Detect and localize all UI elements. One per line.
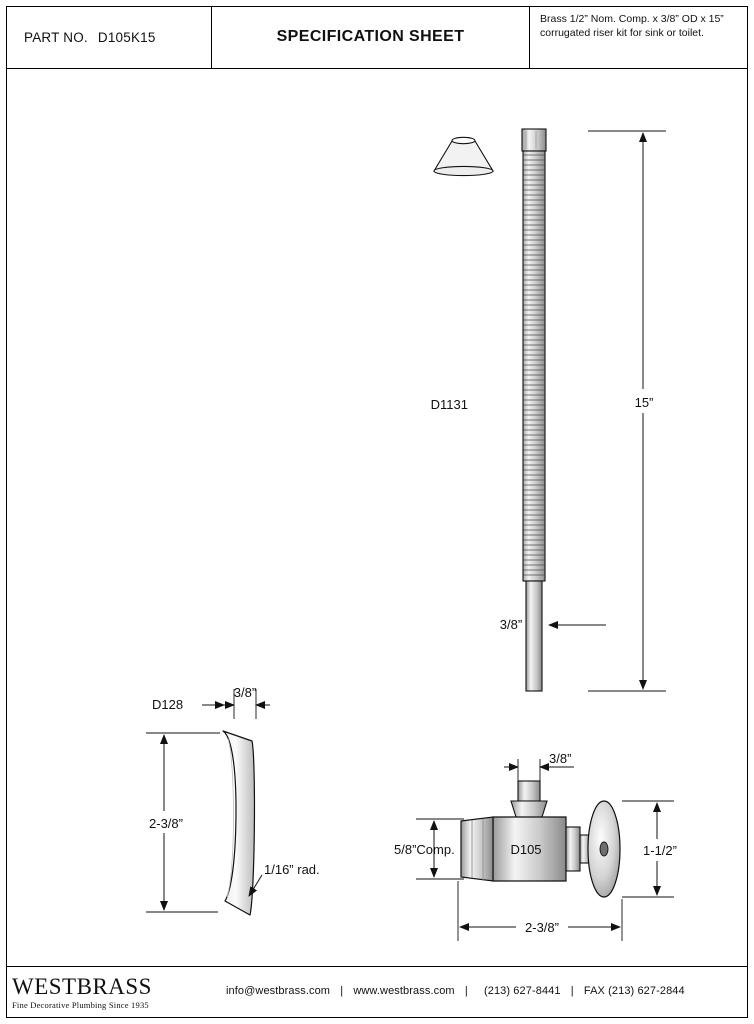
footer-contact bbox=[226, 985, 685, 997]
riser-length-value: 15” bbox=[634, 395, 654, 410]
flange-height-dimension bbox=[140, 733, 220, 912]
flange-part-label: D128 bbox=[152, 697, 184, 712]
flange-illustration bbox=[223, 731, 254, 915]
brand-logo bbox=[12, 975, 152, 1010]
corrugated-riser-illustration bbox=[431, 129, 546, 691]
valve-handle-dimension bbox=[622, 801, 682, 897]
flange-radius-callout bbox=[249, 862, 320, 896]
valve-width-value: 2-3/8” bbox=[525, 920, 559, 935]
flange-thickness-dimension bbox=[220, 685, 270, 719]
sheet-footer bbox=[6, 966, 748, 1018]
flange-part-callout bbox=[152, 697, 224, 712]
footer-website[interactable]: www.westbrass.com bbox=[353, 985, 455, 997]
technical-drawing bbox=[6, 69, 748, 966]
riser-part-label: D1131 bbox=[430, 397, 468, 412]
valve-stem-dimension bbox=[504, 751, 574, 785]
part-number-value: D105K15 bbox=[97, 29, 156, 45]
sheet-header bbox=[6, 6, 748, 69]
brand-name: WESTBRASS bbox=[12, 974, 152, 999]
footer-phone: (213) 627-8441 bbox=[483, 985, 561, 997]
valve-inlet-value: 5/8”Comp. bbox=[394, 842, 455, 857]
brand-tagline: Fine Decorative Plumbing Since 1935 bbox=[12, 1000, 149, 1010]
valve-inlet-dimension bbox=[394, 819, 464, 879]
part-number-cell bbox=[6, 6, 212, 68]
flange-thickness-value: 3/8” bbox=[233, 685, 257, 700]
part-number-label: PART NO. bbox=[24, 29, 88, 45]
valve-illustration bbox=[461, 781, 620, 897]
cone-fitting-illustration bbox=[434, 137, 493, 175]
riser-diameter-dimension bbox=[500, 617, 606, 632]
valve-part-label: D105 bbox=[510, 842, 542, 857]
riser-diameter-value: 3/8” bbox=[499, 617, 523, 632]
valve-handle-value: 1-1/2” bbox=[643, 843, 677, 858]
flange-radius-value: 1/16” rad. bbox=[264, 862, 320, 877]
footer-email[interactable]: info@westbrass.com bbox=[226, 985, 331, 997]
footer-separator-1: | bbox=[340, 985, 344, 997]
riser-length-dimension bbox=[588, 131, 666, 691]
product-description: Brass 1/2” Nom. Comp. x 3/8” OD x 15” corrugated riser kit for sink or toilet. bbox=[540, 13, 724, 40]
sheet-title: SPECIFICATION SHEET bbox=[212, 6, 530, 68]
footer-fax: FAX (213) 627-2844 bbox=[583, 985, 685, 997]
footer-separator-2: | bbox=[464, 985, 468, 997]
valve-stem-value: 3/8” bbox=[549, 751, 572, 766]
flange-height-value: 2-3/8” bbox=[149, 816, 183, 831]
footer-separator-3: | bbox=[570, 985, 574, 997]
